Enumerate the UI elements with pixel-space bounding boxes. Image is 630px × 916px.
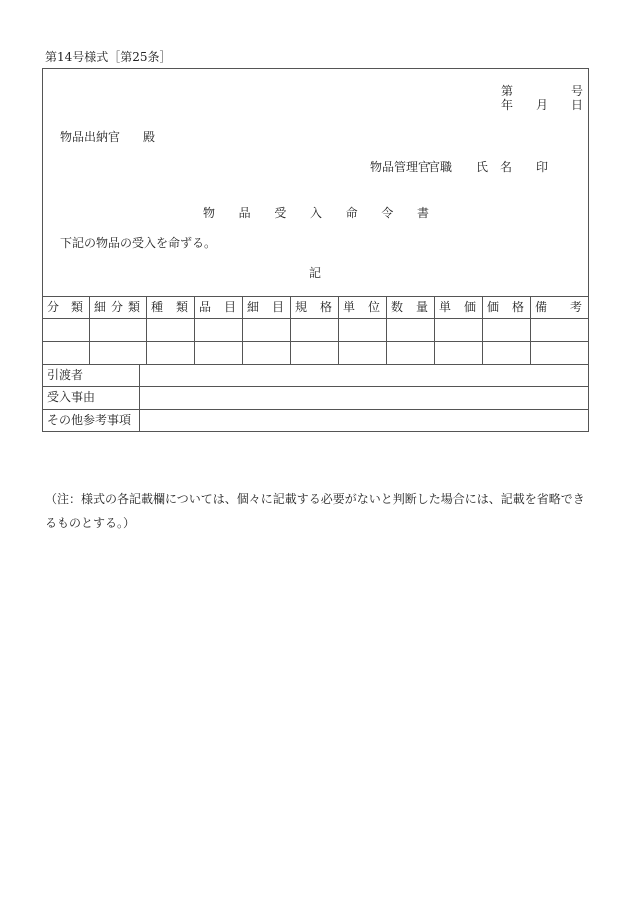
- table-header-cell: 備 考: [535, 300, 582, 314]
- body-text: 下記の物品の受入を命ずる。: [60, 236, 217, 250]
- footnote: （注：様式の各記載欄については、個々に記載する必要がないと判断した場合には、記載を省略できるものとする。）: [45, 492, 585, 530]
- column-divider: [290, 296, 291, 364]
- issuer-position: 官職: [428, 160, 453, 174]
- form-frame: [42, 68, 589, 432]
- addressee-title: 物品出納官: [60, 130, 121, 144]
- column-divider: [146, 296, 147, 364]
- date-day: 日: [571, 98, 584, 112]
- date-month: 月: [536, 98, 549, 112]
- column-divider: [89, 296, 90, 364]
- column-divider: [530, 296, 531, 364]
- ki-label: 記: [309, 266, 322, 280]
- table-header-cell: 細 目: [247, 300, 284, 314]
- date-year: 年: [501, 98, 514, 112]
- number-suffix: 号: [571, 84, 584, 98]
- column-divider: [482, 296, 483, 364]
- table-header-cell: 規 格: [295, 300, 332, 314]
- table-header-cell: 価 格: [487, 300, 524, 314]
- issuer-name-label: 氏 名: [476, 160, 513, 174]
- form-label: 第14号様式［第25条］: [45, 50, 172, 64]
- row-divider: [42, 296, 588, 297]
- table-header-cell: 数 量: [391, 300, 428, 314]
- table-header-cell: 品 目: [199, 300, 236, 314]
- row-divider: [42, 364, 588, 365]
- footer-row-label: 引渡者: [47, 368, 84, 382]
- number-prefix: 第: [501, 84, 514, 98]
- column-divider: [194, 296, 195, 364]
- footer-row-label: その他参考事項: [47, 413, 132, 427]
- seal-mark: 印: [536, 160, 549, 174]
- table-header-cell: 細 分 類: [94, 300, 140, 314]
- row-divider: [42, 386, 588, 387]
- document-title: 物 品 受 入 命 令 書: [203, 206, 429, 220]
- table-header-cell: 種 類: [151, 300, 188, 314]
- addressee-honorific: 殿: [143, 130, 156, 144]
- table-header-cell: 単 位: [343, 300, 380, 314]
- footer-row-label: 受入事由: [47, 390, 96, 404]
- row-divider: [42, 409, 588, 410]
- row-divider: [42, 318, 588, 319]
- column-divider: [242, 296, 243, 364]
- row-divider: [42, 341, 588, 342]
- column-divider: [139, 364, 140, 431]
- column-divider: [338, 296, 339, 364]
- table-header-cell: 単 価: [439, 300, 476, 314]
- table-header-cell: 分 類: [47, 300, 83, 314]
- column-divider: [386, 296, 387, 364]
- issuer-title: 物品管理官: [370, 160, 431, 174]
- column-divider: [434, 296, 435, 364]
